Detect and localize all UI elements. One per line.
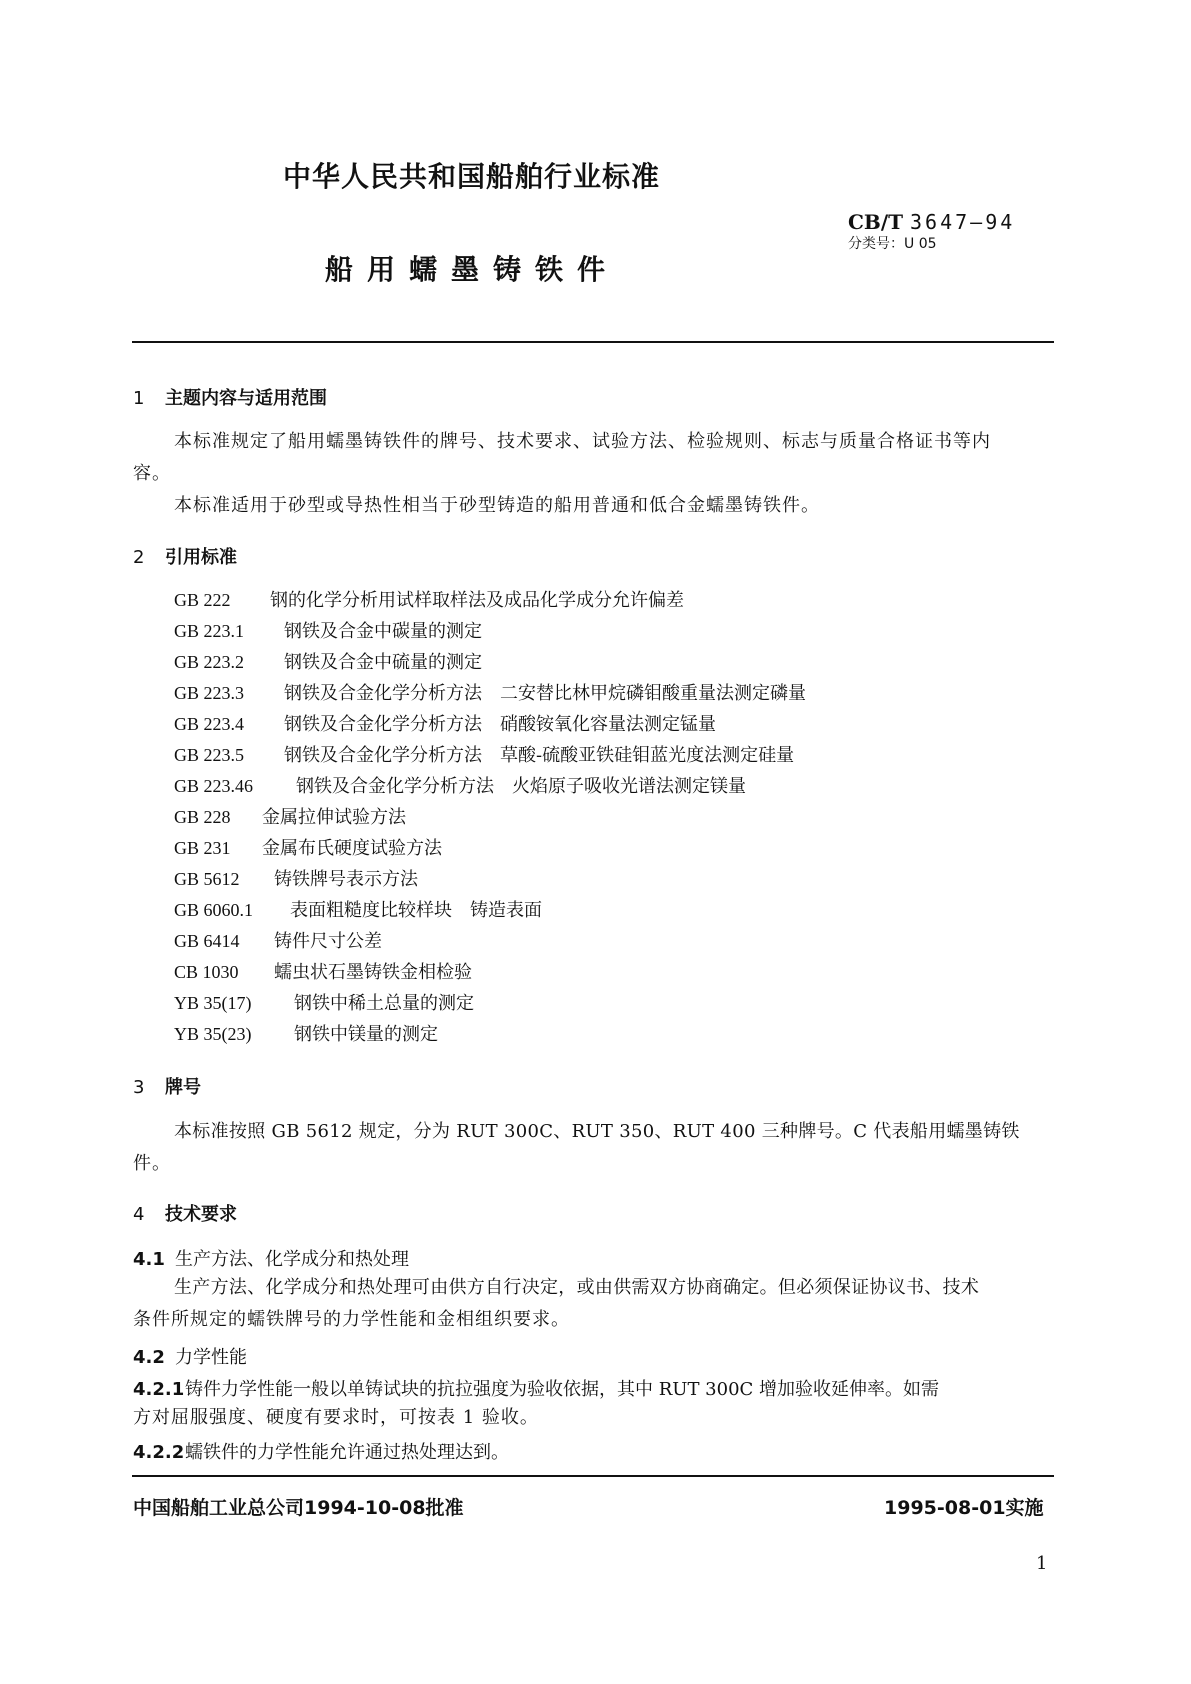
code-prefix: CB/T (848, 210, 904, 234)
reference-item: YB 35(23) 钢铁中镁量的测定 (174, 1024, 438, 1045)
footer-divider (132, 1475, 1054, 1477)
reference-item: GB 6414 铸件尺寸公差 (174, 931, 382, 952)
section-1-para-1-line-1: 本标准规定了船用蠕墨铸铁件的牌号、技术要求、试验方法、检验规则、标志与质量合格证书等内 (174, 431, 991, 452)
document-title: 船用蠕墨铸铁件 (325, 253, 620, 286)
code-number: 3647—94 (909, 210, 1016, 234)
reference-item: GB 223.5 钢铁及合金化学分析方法 草酸-硫酸亚铁硅钼蓝光度法测定硅量 (174, 745, 795, 766)
reference-item: GB 223.4 钢铁及合金化学分析方法 硝酸铵氧化容量法测定锰量 (174, 714, 716, 735)
subsection-4-2-1-line-2: 方对屈服强度、硬度有要求时，可按表 1 验收。 (133, 1407, 539, 1428)
section-3-para-line-2: 件。 (133, 1153, 171, 1174)
subsection-4-1-heading: 4.1 生产方法、化学成分和热处理 (133, 1249, 409, 1270)
reference-item: GB 6060.1 表面粗糙度比较样块 铸造表面 (174, 900, 542, 921)
subsection-4-2-1: 4.2.1铸件力学性能一般以单铸试块的抗拉强度为验收依据，其中 RUT 300C 增加验收延伸率。如需 (133, 1379, 940, 1400)
section-3-heading: 3 牌号 (133, 1077, 201, 1098)
reference-item: GB 231 金属布氏硬度试验方法 (174, 838, 442, 859)
reference-item: GB 223.2 钢铁及合金中硫量的测定 (174, 652, 482, 673)
classification-number: 分类号：U 05 (848, 236, 937, 252)
issuing-organization: 中华人民共和国船舶行业标准 (283, 160, 661, 193)
subsection-4-1-line-1: 生产方法、化学成分和热处理可由供方自行决定，或由供需双方协商确定。但必须保证协议书、技术 (174, 1277, 980, 1298)
header-divider (132, 341, 1054, 343)
page-number: 1 (1036, 1553, 1048, 1574)
reference-item: GB 222 钢的化学分析用试样取样法及成品化学成分允许偏差 (174, 590, 684, 611)
reference-item: GB 5612 铸铁牌号表示方法 (174, 869, 418, 890)
approval-line: 中国船舶工业总公司1994-10-08批准 (133, 1497, 464, 1519)
section-1-para-1-line-2: 容。 (133, 463, 171, 484)
subsection-4-1-line-2: 条件所规定的蠕铁牌号的力学性能和金相组织要求。 (133, 1309, 570, 1330)
reference-item: GB 223.46 钢铁及合金化学分析方法 火焰原子吸收光谱法测定镁量 (174, 776, 746, 797)
reference-item: GB 228 金属拉伸试验方法 (174, 807, 406, 828)
reference-item: GB 223.3 钢铁及合金化学分析方法 二安替比林甲烷磷钼酸重量法测定磷量 (174, 683, 806, 704)
section-1-heading: 1 主题内容与适用范围 (133, 388, 327, 409)
section-2-heading: 2 引用标准 (133, 547, 237, 568)
reference-item: GB 223.1 钢铁及合金中碳量的测定 (174, 621, 482, 642)
subsection-4-2-2: 4.2.2蠕铁件的力学性能允许通过热处理达到。 (133, 1442, 509, 1463)
standard-code (848, 210, 1015, 234)
section-3-para-line-1: 本标准按照 GB 5612 规定，分为 RUT 300C、RUT 350、RUT 400 三种牌号。C 代表船用蠕墨铸铁 (174, 1121, 1020, 1142)
subsection-4-2-heading: 4.2 力学性能 (133, 1347, 247, 1368)
section-4-heading: 4 技术要求 (133, 1204, 237, 1225)
reference-item: YB 35(17) 钢铁中稀土总量的测定 (174, 993, 474, 1014)
effective-date: 1995-08-01实施 (884, 1497, 1044, 1519)
reference-item: CB 1030 蠕虫状石墨铸铁金相检验 (174, 962, 472, 983)
section-1-para-2: 本标准适用于砂型或导热性相当于砂型铸造的船用普通和低合金蠕墨铸铁件。 (174, 495, 820, 516)
